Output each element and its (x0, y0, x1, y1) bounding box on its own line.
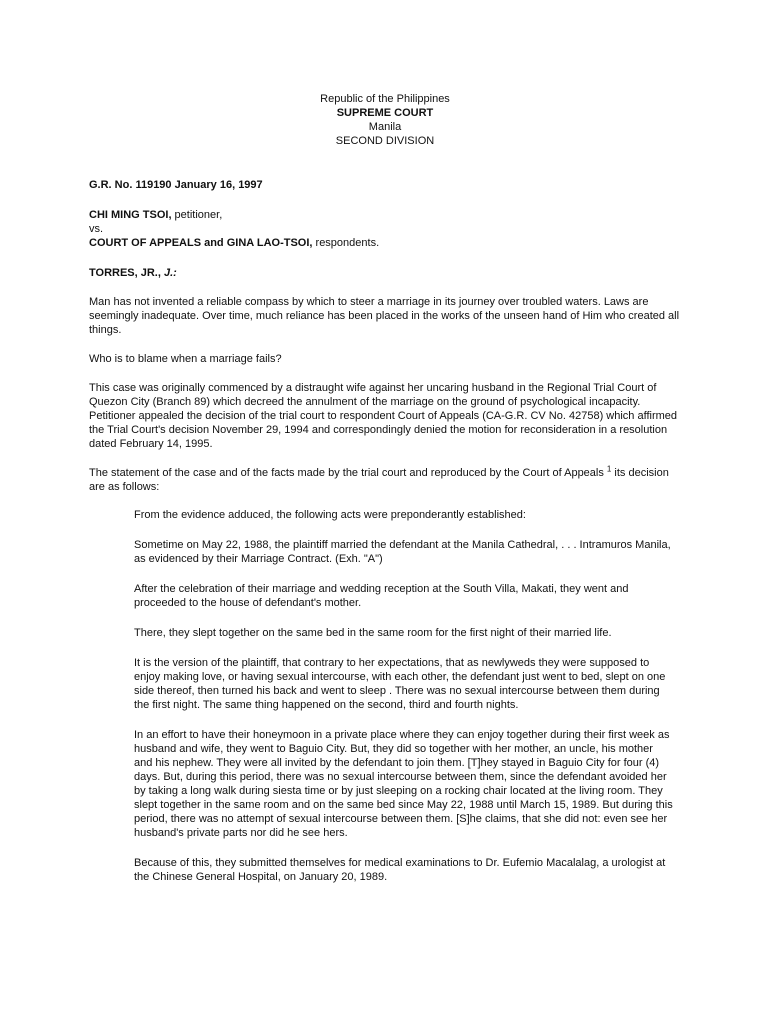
quote-paragraph: Because of this, they submitted themselves for medical examinations to Dr. Eufemio Macalalag, a urologist at the Chinese General Hospital, on January 20, 1989. (134, 857, 666, 883)
document-header (89, 92, 681, 148)
quote-paragraph: There, they slept together on the same bed in the same room for the first night of their married life. (134, 627, 612, 639)
quote-paragraph: Sometime on May 22, 1988, the plaintiff married the defendant at the Manila Cathedral, . . . Intramuros Manila, as evidenced by their Marriage Contract. (Exh. "A") (134, 539, 671, 565)
paragraph-case-origin: This case was originally commenced by a distraught wife against her uncaring husband in the Regional Trial Court of Quezon City (Branch 89) which decreed the annulment of the marriage on the ground of psychological incapacity. Petitioner appealed the decision of the trial court to respondent Court of Appeals (CA-G.R. CV No. 42758) which affirmed the Trial Court's decision November 29, 1994 and correspondingly denied the motion for reconsideration in a resolution dated February 14, 1995. (89, 382, 678, 450)
ponente-name: TORRES, JR., (89, 267, 164, 279)
case-number: G.R. No. 119190 January 16, 1997 (89, 179, 263, 191)
respondents-name: COURT OF APPEALS and GINA LAO-TSOI, (89, 237, 313, 249)
case-parties (89, 208, 681, 250)
footnote-ref[interactable]: 1 (606, 464, 612, 474)
paragraph-statement (89, 466, 681, 494)
quote-paragraph: After the celebration of their marriage and wedding reception at the South Villa, Makati, they went and proceeded to the house of defendant's mother. (134, 583, 629, 609)
petitioner-line (89, 208, 681, 222)
paragraph-question: Who is to blame when a marriage fails? (89, 353, 282, 365)
ponente-title: J.: (163, 267, 177, 279)
quote-paragraph: It is the version of the plaintiff, that contrary to her expectations, that as newlyweds they were supposed to enjoy making love, or having sexual intercourse, with each other, the defendant just went to bed, slept on one side thereof, then turned his back and went to sleep . There was no sexual intercourse between them during the first night. The same thing happened on the second, third and fourth nights. (134, 657, 666, 711)
quote-paragraph: In an effort to have their honeymoon in a private place where they can enjoy together during their first week as husband and wife, they went to Baguio City. But, they did so together with her mother, an uncle, his mother and his nephew. They were all invited by the defendant to join them. [T]hey stayed in Baguio City for four (4) days. But, during this period, there was no sexual intercourse between them, since the defendant avoided her by taking a long walk during siesta time or by just sleeping on a rocking chair located at the living room. They slept together in the same room and on the same bed since May 22, 1988 until March 15, 1989. But during this period, there was no attempt of sexual intercourse between them. [S]he claims, that she did not: even see her husband's private parts nor did he see hers. (134, 729, 673, 839)
quote-paragraph: From the evidence adduced, the following acts were preponderantly established: (134, 509, 526, 521)
header-city: Manila (368, 121, 402, 133)
block-quote (134, 508, 674, 884)
petitioner-role: petitioner, (171, 209, 223, 221)
petitioner-name: CHI MING TSOI, (89, 209, 172, 221)
respondents-role: respondents. (312, 237, 380, 249)
respondents-line (89, 236, 681, 250)
header-division: SECOND DIVISION (335, 135, 435, 147)
paragraph-compass: Man has not invented a reliable compass by which to steer a marriage in its journey over troubled waters. Laws are seemingly inadequate. Over time, much reliance has been placed in the works of the unseen hand of Him who created all things. (89, 296, 680, 336)
statement-text: The statement of the case and of the facts made by the trial court and reproduced by the Court of Appeals (89, 467, 607, 479)
header-republic: Republic of the Philippines (320, 93, 450, 105)
document-page (89, 92, 681, 884)
ponente (89, 266, 681, 280)
statement-text-end: its decision are as follows: (89, 467, 669, 493)
header-court: SUPREME COURT (336, 107, 434, 119)
versus-line: vs. (89, 223, 104, 235)
